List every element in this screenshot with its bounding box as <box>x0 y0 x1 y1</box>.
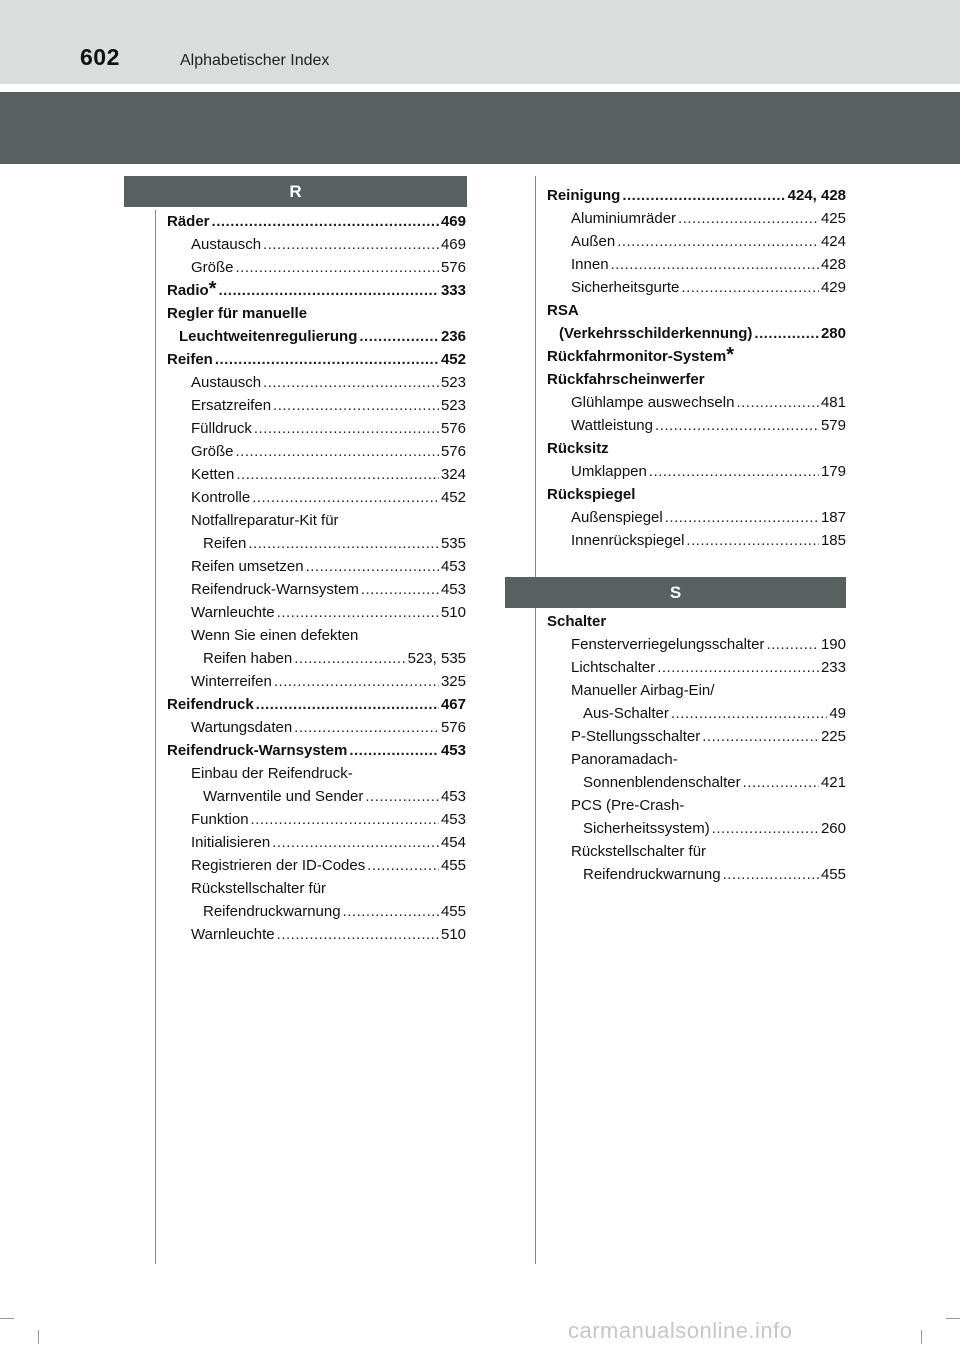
index-entry-page: 190 <box>820 636 846 653</box>
index-entry <box>167 808 466 831</box>
index-entry-page: 233 <box>820 659 846 676</box>
index-entry-label: Wartungsdaten <box>191 719 293 736</box>
index-entry-label: Aus-Schalter <box>583 705 669 722</box>
dot-leader <box>766 633 819 656</box>
index-entry-label: Reifen <box>167 351 213 368</box>
index-entry-label: Aluminiumräder <box>571 210 677 227</box>
index-entry-label: Außen <box>571 233 616 250</box>
index-entry <box>547 299 846 322</box>
index-entry-label: Rückspiegel <box>547 486 636 503</box>
index-entry-page: 324 <box>440 466 466 483</box>
left-column-rule <box>155 210 156 1264</box>
crop-mark <box>946 1318 960 1319</box>
dot-leader <box>665 506 819 529</box>
dot-leader <box>263 233 439 256</box>
page-title: Alphabetischer Index <box>180 52 330 69</box>
section-header-r <box>124 176 467 207</box>
index-entry-label: Sonnenblendenschalter <box>583 774 741 791</box>
index-entry-page: 49 <box>829 705 846 722</box>
index-entry <box>547 529 846 552</box>
index-entry <box>167 739 466 762</box>
index-entry-page: 510 <box>440 604 466 621</box>
section-letter-r: R <box>289 181 302 201</box>
index-entry-label: (Verkehrsschilderkennung) <box>559 325 753 342</box>
dot-leader <box>359 325 439 348</box>
index-entry <box>547 230 846 253</box>
index-entry-label: Warnleuchte <box>191 926 275 943</box>
index-entry-page: 523 <box>440 397 466 414</box>
dot-leader <box>277 601 439 624</box>
index-entry <box>167 601 466 624</box>
index-entry <box>547 817 846 840</box>
dot-leader <box>743 771 819 794</box>
dot-leader <box>277 923 439 946</box>
index-entry-page: 455 <box>820 866 846 883</box>
index-entry <box>547 276 846 299</box>
index-entry-label: Sicherheitsgurte <box>571 279 680 296</box>
dot-leader <box>365 785 439 808</box>
index-entry <box>167 670 466 693</box>
dot-leader <box>236 463 439 486</box>
dot-leader <box>736 391 819 414</box>
index-entry-label: Rücksitz <box>547 440 609 457</box>
index-entry-page: 428 <box>820 256 846 273</box>
dot-leader <box>702 725 819 748</box>
dot-leader <box>678 207 819 230</box>
index-entry-page: 452 <box>440 351 466 368</box>
index-entry <box>167 693 466 716</box>
index-entry-page: 453 <box>440 581 466 598</box>
dot-leader <box>215 348 439 371</box>
index-entry-label: Reifendruck <box>167 696 254 713</box>
index-entry-label: Radio <box>167 282 209 299</box>
index-entry-page: 481 <box>820 394 846 411</box>
index-entry <box>167 831 466 854</box>
index-entry-page: 455 <box>440 903 466 920</box>
index-entry-label: Regler für manuelle <box>167 305 308 322</box>
index-entry <box>167 923 466 946</box>
index-entry-label: Größe <box>191 259 234 276</box>
section-header-s <box>505 577 846 608</box>
index-entry-label: Wenn Sie einen defekten <box>191 627 359 644</box>
index-entry-page: 576 <box>440 420 466 437</box>
index-entry-label: Rückstellschalter für <box>571 843 707 860</box>
index-entry-page: 429 <box>820 279 846 296</box>
index-entry-page: 454 <box>440 834 466 851</box>
index-entry <box>167 256 466 279</box>
index-entry <box>547 610 846 633</box>
index-entry-label: Lichtschalter <box>571 659 656 676</box>
index-entry-page: 523 <box>440 374 466 391</box>
index-entry-page: 185 <box>820 532 846 549</box>
index-entry <box>167 555 466 578</box>
index-entry <box>547 863 846 886</box>
index-entry <box>167 325 466 348</box>
index-entry <box>167 463 466 486</box>
index-entry <box>167 785 466 808</box>
index-entry-label: Initialisieren <box>191 834 271 851</box>
index-entry-page: 452 <box>440 489 466 506</box>
index-entry <box>167 532 466 555</box>
dot-leader <box>306 555 439 578</box>
index-entry: Radio * ..... 333 <box>167 279 466 302</box>
index-entry-label: RSA <box>547 302 579 319</box>
index-entry <box>547 771 846 794</box>
dot-leader <box>686 529 819 552</box>
header-band <box>0 0 960 84</box>
index-entry-label: Reifen haben <box>203 650 293 667</box>
crop-mark <box>0 1318 14 1319</box>
index-entry-label: Räder <box>167 213 210 230</box>
index-entry-label: Größe <box>191 443 234 460</box>
index-entry <box>167 647 466 670</box>
dot-leader <box>212 210 439 233</box>
crop-mark <box>921 1330 922 1344</box>
index-column-right-s <box>547 610 846 886</box>
index-entry <box>167 854 466 877</box>
index-column-right-r <box>547 184 846 552</box>
index-entry-page: 510 <box>440 926 466 943</box>
index-entry-label: Glühlampe auswechseln <box>571 394 735 411</box>
index-entry <box>167 371 466 394</box>
watermark: carmanualsonline.info <box>568 1318 793 1343</box>
dot-leader <box>723 863 819 886</box>
index-entry-label: Einbau der Reifendruck- <box>191 765 353 782</box>
index-entry-label: PCS (Pre-Crash- <box>571 797 685 814</box>
dot-leader <box>671 702 827 725</box>
index-entry-label: Reifendruck-Warnsystem <box>191 581 359 598</box>
dot-leader <box>617 230 819 253</box>
index-entry-page: 424 <box>820 233 846 250</box>
index-entry <box>547 184 846 207</box>
index-entry <box>547 748 846 771</box>
dot-leader <box>236 440 439 463</box>
index-entry <box>547 437 846 460</box>
index-entry-label: Wattleistung <box>571 417 653 434</box>
dot-leader <box>681 276 819 299</box>
index-entry-label: Rückstellschalter für <box>191 880 327 897</box>
index-entry <box>547 253 846 276</box>
index-entry <box>547 679 846 702</box>
dot-leader <box>349 739 439 762</box>
index-entry-page: 453 <box>440 788 466 805</box>
index-entry-label: Leuchtweitenregulierung <box>179 328 358 345</box>
index-entry-page: 236 <box>440 328 466 345</box>
index-entry-label: Umklappen <box>571 463 647 480</box>
section-letter-s: S <box>669 582 682 602</box>
dot-leader <box>263 371 439 394</box>
index-entry-label: Winterreifen <box>191 673 272 690</box>
index-entry-page: 179 <box>820 463 846 480</box>
index-entry-label: Reifendruckwarnung <box>203 903 341 920</box>
dot-leader <box>252 486 439 509</box>
index-entry-page: 333 <box>440 282 466 299</box>
index-entry-label: Austausch <box>191 236 262 253</box>
index-entry-label: Reifendruckwarnung <box>583 866 721 883</box>
index-entry-label: Rückfahrscheinwerfer <box>547 371 705 388</box>
index-entry <box>547 633 846 656</box>
index-entry-label: Manueller Airbag-Ein/ <box>571 682 715 699</box>
dot-leader <box>712 817 819 840</box>
index-entry <box>167 900 466 923</box>
index-entry <box>167 394 466 417</box>
index-entry-page: 453 <box>440 742 466 759</box>
index-entry <box>547 368 846 391</box>
index-entry <box>547 460 846 483</box>
index-entry <box>547 207 846 230</box>
index-entry-page: 523, 535 <box>407 650 466 667</box>
index-entry-label: Fensterverriegelungsschalter <box>571 636 765 653</box>
index-entry <box>547 414 846 437</box>
index-entry <box>167 348 466 371</box>
index-entry <box>167 302 466 325</box>
index-entry <box>167 624 466 647</box>
index-entry-page: 425 <box>820 210 846 227</box>
dot-leader <box>361 578 439 601</box>
index-entry-label: Funktion <box>191 811 249 828</box>
page-number: 602 <box>80 44 120 70</box>
dot-leader <box>218 279 439 302</box>
dot-leader <box>294 647 405 670</box>
dot-leader <box>611 253 819 276</box>
index-entry <box>547 725 846 748</box>
dot-leader <box>272 831 439 854</box>
index-entry-label: Kontrolle <box>191 489 251 506</box>
index-entry <box>167 417 466 440</box>
index-entry-page: 535 <box>440 535 466 552</box>
dot-leader <box>754 322 819 345</box>
dot-leader <box>657 656 819 679</box>
index-entry <box>547 702 846 725</box>
index-entry-page: 453 <box>440 558 466 575</box>
index-entry-label: Austausch <box>191 374 262 391</box>
index-entry <box>167 578 466 601</box>
dot-leader <box>367 854 439 877</box>
dot-leader <box>655 414 819 437</box>
index-entry-page: 469 <box>440 236 466 253</box>
index-entry-page: 225 <box>820 728 846 745</box>
index-entry-label: Rückfahrmonitor-System <box>547 348 727 365</box>
index-entry <box>547 656 846 679</box>
index-entry: Rückfahrmonitor-System * <box>547 344 734 366</box>
index-entry-page: 467 <box>440 696 466 713</box>
index-entry-label: Warnventile und Sender <box>203 788 364 805</box>
index-entry-page: 325 <box>440 673 466 690</box>
center-column-rule <box>535 176 536 1264</box>
index-entry <box>167 440 466 463</box>
index-entry-label: Schalter <box>547 613 607 630</box>
index-entry <box>167 233 466 256</box>
index-entry-label: P-Stellungsschalter <box>571 728 701 745</box>
dot-leader <box>343 900 439 923</box>
dot-leader <box>251 808 439 831</box>
index-entry <box>547 322 846 345</box>
index-entry-page: 455 <box>440 857 466 874</box>
dot-leader <box>274 670 439 693</box>
index-entry-page: 576 <box>440 259 466 276</box>
index-entry-label: Registrieren der ID-Codes <box>191 857 366 874</box>
dot-leader <box>622 184 785 207</box>
index-entry-label: Panoramadach- <box>571 751 678 768</box>
index-entry-page: 280 <box>820 325 846 342</box>
index-entry-page: 453 <box>440 811 466 828</box>
index-entry-page: 260 <box>820 820 846 837</box>
index-entry-label: Reinigung <box>547 187 621 204</box>
index-entry <box>547 391 846 414</box>
index-entry-label: Sicherheitssystem) <box>583 820 710 837</box>
index-entry-label: Innenrückspiegel <box>571 532 685 549</box>
dot-leader <box>236 256 439 279</box>
dot-leader <box>254 417 439 440</box>
index-entry-label: Notfallreparatur-Kit für <box>191 512 339 529</box>
index-entry <box>167 762 466 785</box>
index-entry-label: Außenspiegel <box>571 509 663 526</box>
dot-leader <box>248 532 439 555</box>
index-entry-label: Innen <box>571 256 609 273</box>
crop-mark <box>38 1330 39 1344</box>
index-entry-page: 469 <box>440 213 466 230</box>
index-entry-page: 576 <box>440 443 466 460</box>
index-entry-page: 424, 428 <box>787 187 846 204</box>
index-entry <box>167 877 466 900</box>
index-entry-page: 421 <box>820 774 846 791</box>
index-entry <box>167 716 466 739</box>
dot-leader <box>273 394 439 417</box>
index-entry-label: Reifen <box>203 535 247 552</box>
index-entry-label: Reifen umsetzen <box>191 558 304 575</box>
index-entry <box>547 794 846 817</box>
dot-leader <box>256 693 439 716</box>
index-entry <box>547 483 846 506</box>
index-entry-label: Reifendruck-Warnsystem <box>167 742 348 759</box>
index-entry-page: 187 <box>820 509 846 526</box>
dot-leader <box>294 716 439 739</box>
index-entry-page: 579 <box>820 417 846 434</box>
index-entry <box>547 506 846 529</box>
index-entry <box>167 486 466 509</box>
index-entry-page: 576 <box>440 719 466 736</box>
index-entry <box>167 509 466 532</box>
index-entry-label: Ketten <box>191 466 235 483</box>
index-entry-label: Fülldruck <box>191 420 252 437</box>
index-entry <box>167 210 466 233</box>
index-entry-label: Warnleuchte <box>191 604 275 621</box>
index-entry-label: Ersatzreifen <box>191 397 272 414</box>
index-column-left <box>167 210 466 946</box>
header-banner <box>0 92 960 164</box>
index-entry <box>547 840 846 863</box>
dot-leader <box>649 460 819 483</box>
